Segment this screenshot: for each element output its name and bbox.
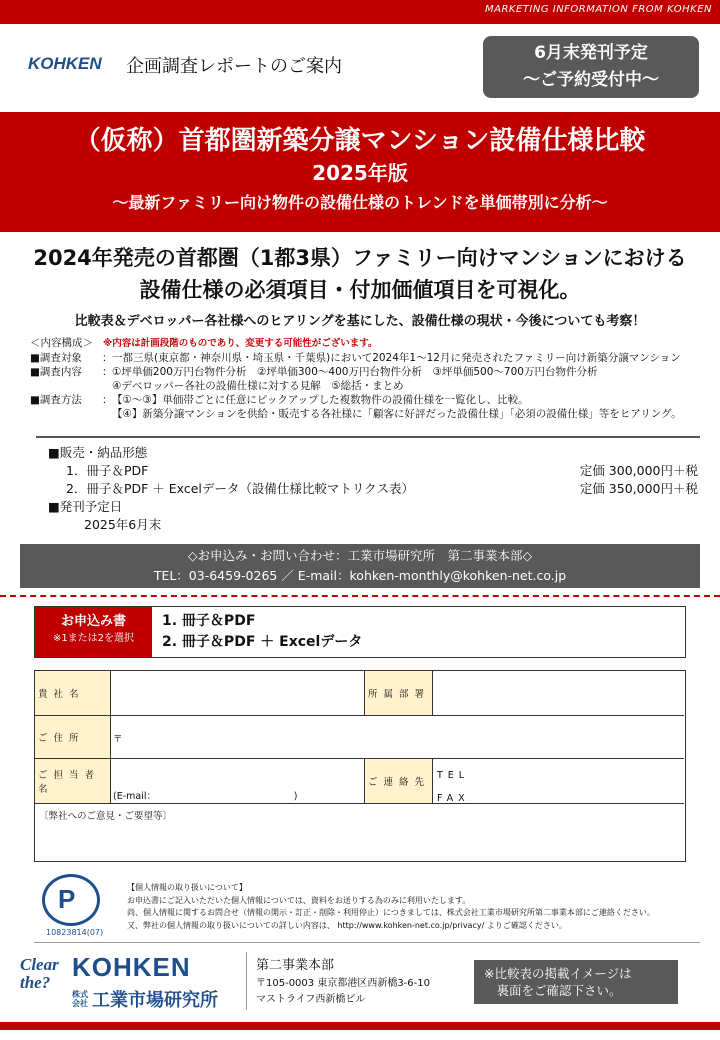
sample-note-box bbox=[474, 960, 678, 1004]
contact-line-2: TEL：03-6459-0265 ／ E-mail：kohken-monthly@kohken-net.co.jp bbox=[153, 568, 567, 583]
sample-note-2: 裏面をご確認下さい。 bbox=[484, 983, 622, 998]
tel-label: TEL bbox=[437, 770, 470, 781]
lead-sub: 比較表＆デベロッパー各社様へのヒアリングを基にした、設備仕様の現状・今後についても考察！ bbox=[74, 314, 646, 329]
content-note: ※内容は計画段階のものであり、変更する可能性がございます。 bbox=[103, 338, 378, 349]
contact-line-1: ◇お申込み・お問い合わせ：工業市場研究所 第二事業本部◇ bbox=[187, 548, 533, 563]
cut-line bbox=[0, 595, 720, 597]
privacy-mark-number: 10823814(07) bbox=[46, 928, 104, 937]
company-type-2: 会社 bbox=[72, 999, 88, 1008]
sales-option-2-price: 定価 350,000円＋税 bbox=[579, 481, 698, 496]
items-row bbox=[30, 365, 700, 379]
tagline: MARKETING INFORMATION FROM KOHKEN bbox=[484, 4, 712, 15]
page-title: 企画調査レポートのご案内 bbox=[126, 56, 342, 77]
target-row bbox=[30, 351, 700, 365]
order-label-box bbox=[35, 607, 152, 657]
lead-line-2: 設備仕様の必須項目・付加価値項目を可視化。 bbox=[139, 278, 581, 302]
company-label: 貴社名 bbox=[35, 671, 111, 716]
report-edition: 2025年版 bbox=[312, 161, 408, 185]
dept-field[interactable] bbox=[433, 671, 684, 716]
order-option-1[interactable]: 1. 冊子＆PDF bbox=[162, 613, 256, 629]
footer-logo bbox=[20, 950, 240, 1014]
privacy-mark-letter: P bbox=[58, 884, 76, 914]
dept-label: 所属部署 bbox=[365, 671, 433, 716]
sales-option-2 bbox=[48, 480, 698, 498]
contact-label: ご連絡先 bbox=[365, 759, 433, 804]
company-type bbox=[72, 990, 88, 1008]
report-title: （仮称）首都圏新築分譲マンション設備仕様比較 bbox=[74, 126, 646, 156]
top-bar bbox=[0, 0, 720, 24]
fax-label: FAX bbox=[437, 793, 470, 804]
clear-the-line-2: the? bbox=[20, 973, 51, 992]
company-type-1: 株式 bbox=[72, 990, 88, 999]
order-options bbox=[152, 607, 362, 657]
method-text-2: 【④】新築分譲マンションを供給・販売する各社様に「顧客に好評だった設備仕様」「必須の設備仕様」等をヒアリング。 bbox=[112, 408, 682, 420]
content-heading-label: ＜内容構成＞ bbox=[30, 337, 93, 349]
items-label: ■調査内容 bbox=[30, 366, 82, 378]
target-text: 一都三県(東京都・神奈川県・埼玉県・千葉県)において2024年1～12月に発売されたファミリー向け新築分譲マンション bbox=[112, 352, 681, 364]
content-outline bbox=[30, 336, 700, 421]
lead-section bbox=[0, 242, 720, 332]
company-name: 工業市場研究所 bbox=[92, 990, 218, 1011]
sales-option-1 bbox=[48, 462, 698, 480]
lead-line-1: 2024年発売の首都圏（1都3県）ファミリー向けマンションにおける bbox=[33, 246, 687, 270]
order-form-header bbox=[34, 606, 686, 658]
order-option-2[interactable]: 2. 冊子＆PDF ＋ Excelデータ bbox=[162, 634, 363, 650]
report-subtitle: ～最新ファミリー向け物件の設備仕様のトレンドを単価帯別に分析～ bbox=[112, 193, 608, 212]
bottom-bar bbox=[0, 1022, 720, 1030]
kohken-logo: KOHKEN bbox=[28, 54, 102, 73]
footer-divider bbox=[34, 942, 700, 943]
privacy-line-1: お申込書にご記入いただいた個人情報については、資料をお送りする為のみに利用いたします。 bbox=[127, 895, 471, 905]
divider bbox=[36, 436, 700, 438]
contact-box bbox=[20, 544, 700, 588]
method-text-1: 【①～③】単価帯ごとに任意にピックアップした複数物件の設備仕様を一覧化し、比較。 bbox=[112, 394, 529, 406]
comments-field[interactable] bbox=[35, 804, 684, 860]
content-heading bbox=[30, 336, 700, 351]
privacy-mark bbox=[34, 872, 114, 938]
sample-note-1: ※比較表の掲載イメージは bbox=[484, 966, 632, 981]
person-label: ご担当者名 bbox=[35, 759, 111, 804]
comments-label: 〔弊社へのご意見・ご要望等〕 bbox=[39, 811, 173, 822]
colon: ： bbox=[102, 394, 113, 406]
address-field[interactable] bbox=[111, 716, 684, 759]
address-label: ご住所 bbox=[35, 716, 111, 759]
sales-section bbox=[48, 444, 698, 534]
sales-option-1-label: 1．冊子＆PDF bbox=[66, 463, 149, 478]
method-label: ■調査方法 bbox=[30, 394, 82, 406]
items-text-2: ④デベロッパー各社の設備仕様に対する見解 ⑤総括・まとめ bbox=[112, 380, 404, 392]
header bbox=[0, 24, 720, 112]
items-text-1: ①坪単価200万円台物件分析 ②坪単価300～400万円台物件分析 ③坪単価500～700万円台物件分析 bbox=[112, 366, 598, 378]
colon: ： bbox=[102, 366, 113, 378]
footer-address-line: 〒105-0003 東京都港区西新橋3-6-10 bbox=[256, 978, 430, 989]
clear-the-logo bbox=[20, 956, 59, 992]
privacy-line-2: 尚、個人情報に関するお問合せ（情報の開示・訂正・削除・利用停止）につきましては、株式会社工業市場研究所第二事業本部にご連絡ください。 bbox=[127, 908, 655, 917]
privacy-info bbox=[127, 882, 697, 932]
person-field[interactable] bbox=[111, 759, 365, 804]
release-badge bbox=[483, 36, 699, 98]
target-label: ■調査対象 bbox=[30, 352, 82, 364]
company-field[interactable] bbox=[111, 671, 365, 716]
phone-fields[interactable] bbox=[433, 759, 684, 804]
sales-option-1-price: 定価 300,000円＋税 bbox=[579, 463, 698, 478]
sales-option-2-label: 2．冊子＆PDF ＋ Excelデータ（設備仕様比較マトリクス表） bbox=[66, 481, 414, 496]
privacy-title: 【個人情報の取り扱いについて】 bbox=[127, 883, 247, 892]
title-banner bbox=[0, 112, 720, 232]
footer-building: マストライフ西新橋ビル bbox=[256, 994, 366, 1005]
order-label: お申込み書 bbox=[60, 614, 126, 629]
footer-address bbox=[256, 956, 430, 1008]
method-row bbox=[30, 393, 700, 407]
email-field[interactable]: (E-mail： ) bbox=[113, 791, 298, 802]
footer-dept: 第二事業本部 bbox=[256, 958, 335, 973]
badge-line-1: 6月末発刊予定 bbox=[534, 43, 648, 63]
order-sublabel: ※1または2を選択 bbox=[52, 633, 135, 644]
release-date: 2025年6月末 bbox=[84, 517, 162, 532]
badge-line-2: ～ご予約受付中～ bbox=[523, 70, 659, 90]
application-form bbox=[34, 670, 686, 862]
release-date-label: ■発刊予定日 bbox=[48, 499, 123, 514]
privacy-line-3: 又、弊社の個人情報の取り扱いについての詳しい内容は、 http://www.kohken-net.co.jp/privacy/ よりご確認ください。 bbox=[127, 920, 567, 930]
footer-kohken-logo: KOHKEN bbox=[72, 952, 191, 982]
clear-the-line-1: Clear bbox=[20, 955, 59, 974]
footer-separator bbox=[246, 952, 247, 1010]
postal-mark: 〒 bbox=[113, 734, 123, 745]
sales-form-label: ■販売・納品形態 bbox=[48, 445, 148, 460]
colon: ： bbox=[102, 352, 113, 364]
